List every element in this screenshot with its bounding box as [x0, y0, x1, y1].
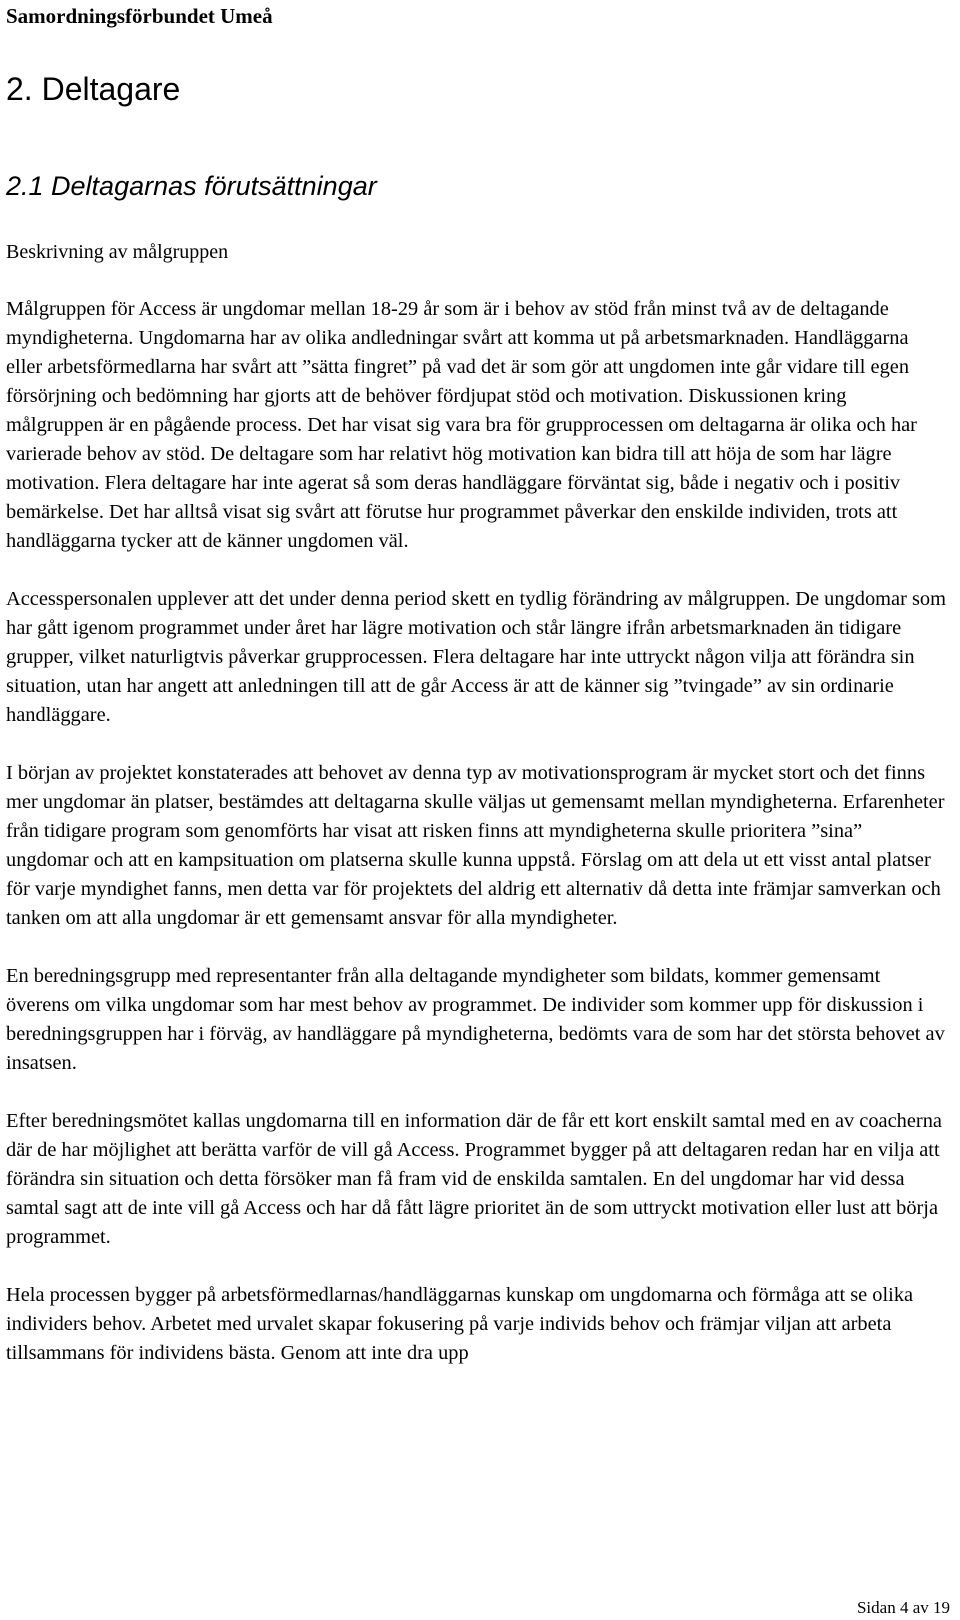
- page-number: Sidan 4 av 19: [856, 1598, 950, 1617]
- paragraph: Efter beredningsmötet kallas ungdomarna till en information där de får ett kort enskilt samtal med en av coacherna där de har möjlighet att berätta varför de vill gå Access. Programmet bygger på att deltagaren redan har en vilja att förändra sin situation och detta försöker man få fram vid de enskilda samtalen. En del ungdomar har vid dessa samtal sagt att de inte vill gå Access och har då fått lägre prioritet än de som uttryckt motivation eller lust att börja programmet.: [6, 1110, 942, 1248]
- paragraph: Accesspersonalen upplever att det under denna period skett en tydlig förändring av målgruppen. De ungdomar som har gått igenom programmet under året har lägre motivation och står längre ifrån arbetsmarknaden än tidigare grupper, vilket naturligtvis påverkar grupprocessen. Flera deltagare har inte uttryckt någon vilja att förändra sin situation, utan har angett att anledningen till att de går Access är att de känner sig ”tvingade” av sin ordinarie handläggare.: [6, 588, 946, 726]
- paragraph: Målgruppen för Access är ungdomar mellan 18-29 år som är i behov av stöd från minst två av de deltagande myndigheterna. Ungdomarna har av olika andledningar svårt att komma ut på arbetsmarknaden. Handläggarna eller arbetsförmedlarna har svårt att ”sätta fingret” på vad det är som gör att ungdomen inte går vidare till egen försörjning och bedömning har gjorts att de behöver fördjupat stöd och motivation. Diskussionen kring målgruppen är en pågående process. Det har visat sig vara bra för grupprocessen om deltagarna är olika och har varierade behov av stöd. De deltagare som har relativt hög motivation kan bidra till att höja de som har lägre motivation. Flera deltagare har inte agerat så som deras handläggare förväntat sig, både i negativ och i positiv bemärkelse. Det har alltså visat sig svårt att förutse hur programmet påverkar den enskilde individen, trots att handläggarna tycker att de känner ungdomen väl.: [6, 298, 917, 552]
- subsection-title: 2.1 Deltagarnas förutsättningar: [6, 171, 377, 201]
- paragraph: En beredningsgrupp med representanter från alla deltagande myndigheter som bildats, kommer gemensamt överens om vilka ungdomar som har mest behov av programmet. De individer som kommer upp för diskussion i beredningsgruppen har i förväg, av handläggare på myndigheterna, bedömts vara de som har det största behovet av insatsen.: [6, 965, 945, 1074]
- organization-header: Samordningsförbundet Umeå: [6, 4, 273, 28]
- section-title: 2. Deltagare: [6, 71, 181, 107]
- subheading: Beskrivning av målgruppen: [6, 241, 229, 263]
- body-text: [6, 295, 946, 1397]
- paragraph: I början av projektet konstaterades att behovet av denna typ av motivationsprogram är mycket stort och det finns mer ungdomar än platser, bestämdes att deltagarna skulle väljas ut gemensamt mellan myndigheterna. Erfarenheter från tidigare program som genomförts har visat att risken finns att myndigheterna skulle prioritera ”sina” ungdomar och att en kampsituation om platserna skulle kunna uppstå. Förslag om att dela ut ett visst antal platser för varje myndighet fanns, men detta var för projektets del aldrig ett alternativ då detta inte främjar samverkan och tanken om att alla ungdomar är ett gemensamt ansvar för alla myndigheter.: [6, 762, 945, 929]
- paragraph: Hela processen bygger på arbetsförmedlarnas/handläggarnas kunskap om ungdomarna och förmåga att se olika individers behov. Arbetet med urvalet skapar fokusering på varje individs behov och främjar viljan att arbeta tillsammans för individens bästa. Genom att inte dra upp: [6, 1284, 914, 1364]
